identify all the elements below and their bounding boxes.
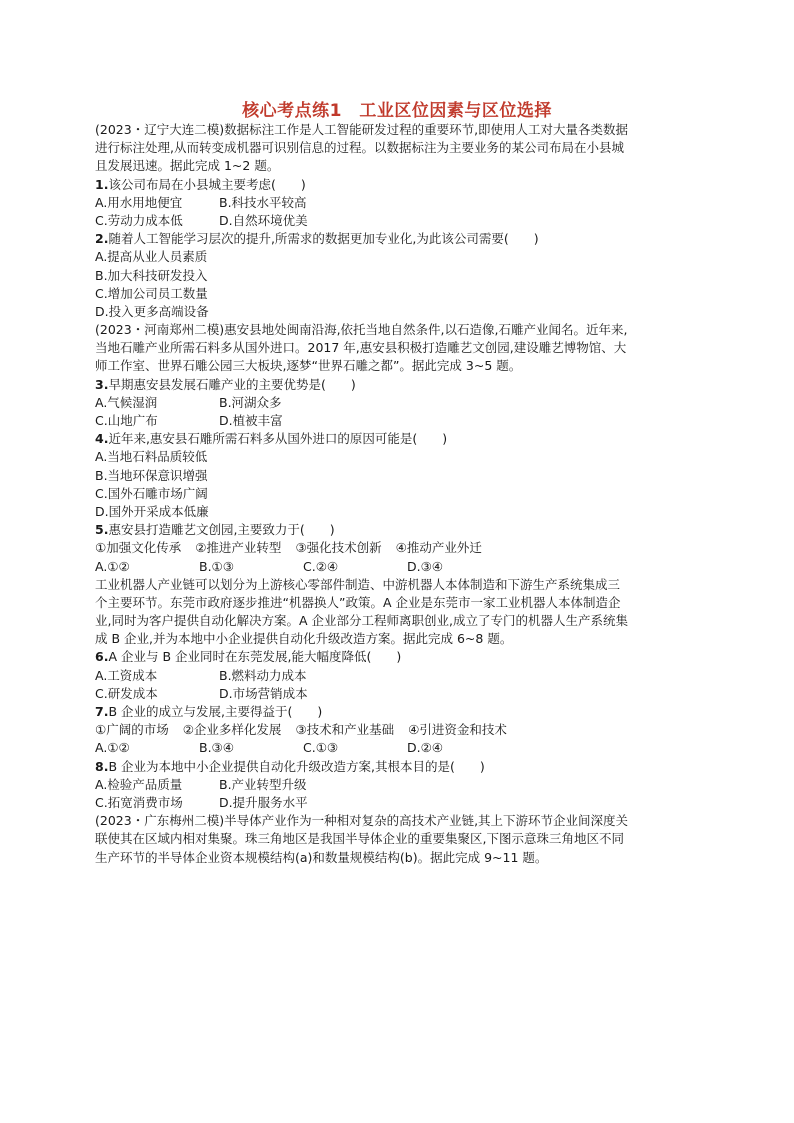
- question-stem: 惠安县打造雕艺文创园,主要致力于( ): [108, 522, 335, 538]
- passage-3: [95, 576, 710, 649]
- option-d[interactable]: D.②④: [407, 740, 444, 756]
- question-number: 2.: [95, 231, 109, 247]
- option-d[interactable]: D.③④: [407, 558, 444, 574]
- question-stem: A 企业与 B 企业同时在东莞发展,能大幅度降低( ): [108, 649, 402, 665]
- option-d[interactable]: D.提升服务水平: [219, 794, 308, 810]
- question-6: [95, 648, 710, 703]
- question-1: [95, 176, 710, 231]
- question-number: 1.: [95, 176, 109, 192]
- option-c[interactable]: C.山地广布: [95, 413, 158, 428]
- option-c[interactable]: C.拓宽消费市场: [95, 794, 183, 810]
- passage-line: 生产环节的半导体企业资本规模结构(a)和数量规模结构(b)。据此完成 9~11 题。: [95, 849, 548, 865]
- passage-4: [95, 812, 710, 867]
- passage-line: (2023・广东梅州二模)半导体产业作为一种相对复杂的高技术产业链,其上下游环节企业间深度关: [95, 813, 629, 829]
- question-stem: 随着人工智能学习层次的提升,所需求的数据更加专业化,为此该公司需要( ): [108, 231, 539, 247]
- passage-line: 进行标注处理,从而转变成机器可识别信息的过程。以数据标注为主要业务的某公司布局在小县城: [95, 140, 624, 156]
- choice-item-2: ②推进产业转型: [195, 540, 282, 556]
- option-a[interactable]: A.①②: [95, 558, 130, 574]
- choice-item-4: ④引进资金和技术: [408, 722, 507, 738]
- option-c[interactable]: C.研发成本: [95, 685, 158, 701]
- question-number: 5.: [95, 522, 109, 538]
- option-c[interactable]: C.②④: [303, 558, 339, 574]
- option-a[interactable]: A.①②: [95, 740, 130, 756]
- choice-item-1: ①广阔的市场: [95, 722, 169, 738]
- question-3: [95, 376, 710, 431]
- option-a[interactable]: A.提高从业人员素质: [95, 249, 208, 265]
- question-4: [95, 430, 710, 521]
- question-8: [95, 758, 710, 813]
- option-d[interactable]: D.自然环境优美: [219, 212, 308, 228]
- passage-line: (2023・河南郑州二模)惠安县地处闽南沿海,依托当地自然条件,以石造像,石雕产业闻名。近年来,: [95, 322, 628, 338]
- option-b[interactable]: B.产业转型升级: [219, 776, 307, 792]
- option-b[interactable]: B.③④: [199, 740, 234, 756]
- choice-item-4: ④推动产业外迁: [395, 540, 482, 556]
- passage-line: 工业机器人产业链可以划分为上游核心零部件制造、中游机器人本体制造和下游生产系统集成三: [95, 576, 621, 592]
- passage-line: 当地石雕产业所需石料多从国外进口。2017 年,惠安县积极打造雕艺文创园,建设雕艺博物馆、大: [95, 340, 627, 356]
- passage-line: 业,同时为客户提供自动化解决方案。A 企业部分工程师离职创业,成立了专门的机器人生产系统集: [95, 613, 628, 629]
- option-c[interactable]: C.增加公司员工数量: [95, 285, 208, 301]
- option-b[interactable]: B.河湖众多: [219, 394, 282, 410]
- option-b[interactable]: B.燃料动力成本: [219, 667, 307, 683]
- question-number: 7.: [95, 704, 109, 719]
- passage-line: 成 B 企业,并为本地中小企业提供自动化升级改造方案。据此完成 6~8 题。: [95, 631, 513, 647]
- question-stem: 早期惠安县发展石雕产业的主要优势是( ): [108, 376, 356, 392]
- option-a[interactable]: A.气候湿润: [95, 394, 158, 410]
- question-stem: 近年来,惠安县石雕所需石料多从国外进口的原因可能是( ): [108, 431, 448, 447]
- option-a[interactable]: A.用水用地便宜: [95, 194, 183, 210]
- question-number: 8.: [95, 758, 109, 774]
- option-a[interactable]: A.当地石料品质较低: [95, 449, 208, 465]
- passage-line: 联使其在区域内相对集聚。珠三角地区是我国半导体企业的重要集聚区,下图示意珠三角地区不同: [95, 831, 624, 847]
- question-2: [95, 230, 710, 321]
- option-b[interactable]: B.当地环保意识增强: [95, 467, 208, 483]
- option-d[interactable]: D.投入更多高端设备: [95, 303, 209, 319]
- passage-1: [95, 121, 710, 176]
- option-a[interactable]: A.检验产品质量: [95, 776, 183, 792]
- passage-line: 师工作室、世界石雕公园三大板块,逐梦“世界石雕之都”。据此完成 3~5 题。: [95, 358, 522, 374]
- choice-item-3: ③强化技术创新: [295, 540, 382, 556]
- question-stem: B 企业为本地中小企业提供自动化升级改造方案,其根本目的是( ): [108, 758, 485, 774]
- option-b[interactable]: B.①③: [199, 558, 234, 574]
- question-number: 3.: [95, 376, 109, 392]
- passage-line: (2023・辽宁大连二模)数据标注工作是人工智能研发过程的重要环节,即使用人工对大量各类数据: [95, 122, 629, 137]
- choice-item-3: ③技术和产业基础: [295, 722, 395, 738]
- option-c[interactable]: C.劳动力成本低: [95, 212, 183, 228]
- question-number: 4.: [95, 431, 109, 447]
- passage-2: [95, 321, 710, 376]
- option-a[interactable]: A.工资成本: [95, 667, 158, 683]
- option-b[interactable]: B.科技水平较高: [219, 194, 307, 210]
- question-content: [95, 121, 710, 867]
- option-c[interactable]: C.①③: [303, 740, 339, 756]
- option-d[interactable]: D.国外开采成本低廉: [95, 503, 209, 519]
- question-number: 6.: [95, 649, 109, 665]
- passage-line: 且发展迅速。据此完成 1~2 题。: [95, 158, 280, 174]
- option-d[interactable]: D.市场营销成本: [219, 685, 308, 701]
- option-d[interactable]: D.植被丰富: [219, 413, 283, 428]
- question-stem: 该公司布局在小县城主要考虑( ): [108, 176, 306, 192]
- option-b[interactable]: B.加大科技研发投入: [95, 267, 208, 283]
- choice-item-2: ②企业多样化发展: [182, 722, 282, 738]
- question-7: [95, 703, 710, 758]
- page-title: 核心考点练1 工业区位因素与区位选择: [242, 101, 552, 121]
- question-stem: B 企业的成立与发展,主要得益于( ): [108, 704, 323, 719]
- question-5: [95, 521, 710, 576]
- choice-item-1: ①加强文化传承: [95, 540, 182, 556]
- option-c[interactable]: C.国外石雕市场广阔: [95, 485, 208, 501]
- passage-line: 个主要环节。东莞市政府逐步推进“机器换人”政策。A 企业是东莞市一家工业机器人本体制造企: [95, 594, 621, 610]
